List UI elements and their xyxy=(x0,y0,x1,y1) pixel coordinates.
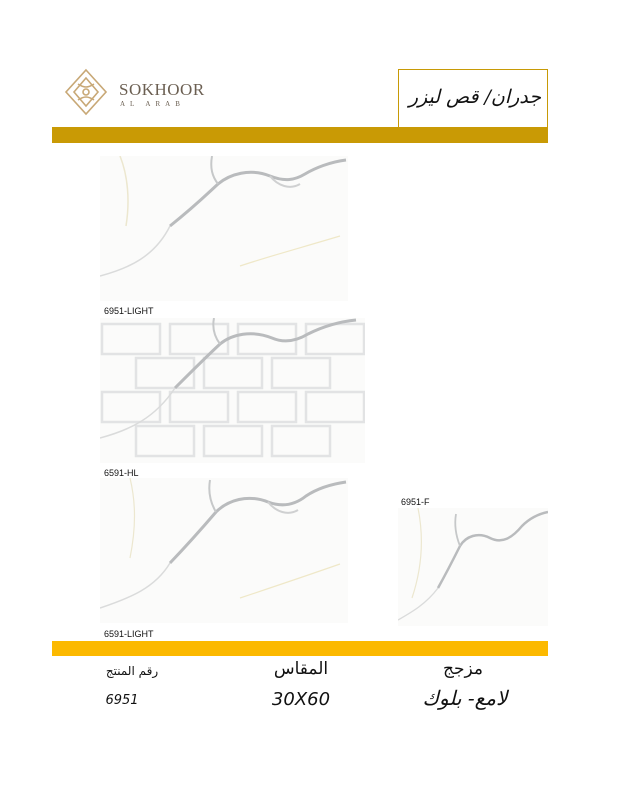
product-code-label: 6951-F xyxy=(401,497,430,507)
size-label: المقاس xyxy=(273,659,329,679)
brand-name: SOKHOOR xyxy=(119,80,205,99)
product-code-label: 6591-HL xyxy=(104,468,139,478)
tile-image-light xyxy=(100,156,348,301)
bottom-yellow-bar xyxy=(52,641,548,656)
product-code-label: 6951-LIGHT xyxy=(104,306,154,316)
title-box xyxy=(398,69,548,127)
mix-label: مزجج xyxy=(443,659,483,679)
product-number-value: 6951 xyxy=(105,693,139,708)
top-gold-bar xyxy=(52,127,548,143)
logo-mark-icon xyxy=(60,68,112,124)
product-number-label: رقم المنتج xyxy=(105,664,159,678)
page-title: جدران/ قص ليزر xyxy=(408,86,541,108)
tile-image-light xyxy=(100,478,348,623)
product-code-label: 6591-LIGHT xyxy=(104,629,154,639)
brand-subtitle: AL ARAB xyxy=(120,100,185,108)
brand-logo xyxy=(60,68,210,124)
tile-image-block xyxy=(100,318,365,463)
size-value: 30X60 xyxy=(271,689,331,710)
mix-value: لامع- بلوك xyxy=(422,686,508,710)
tile-image-f xyxy=(398,508,548,626)
